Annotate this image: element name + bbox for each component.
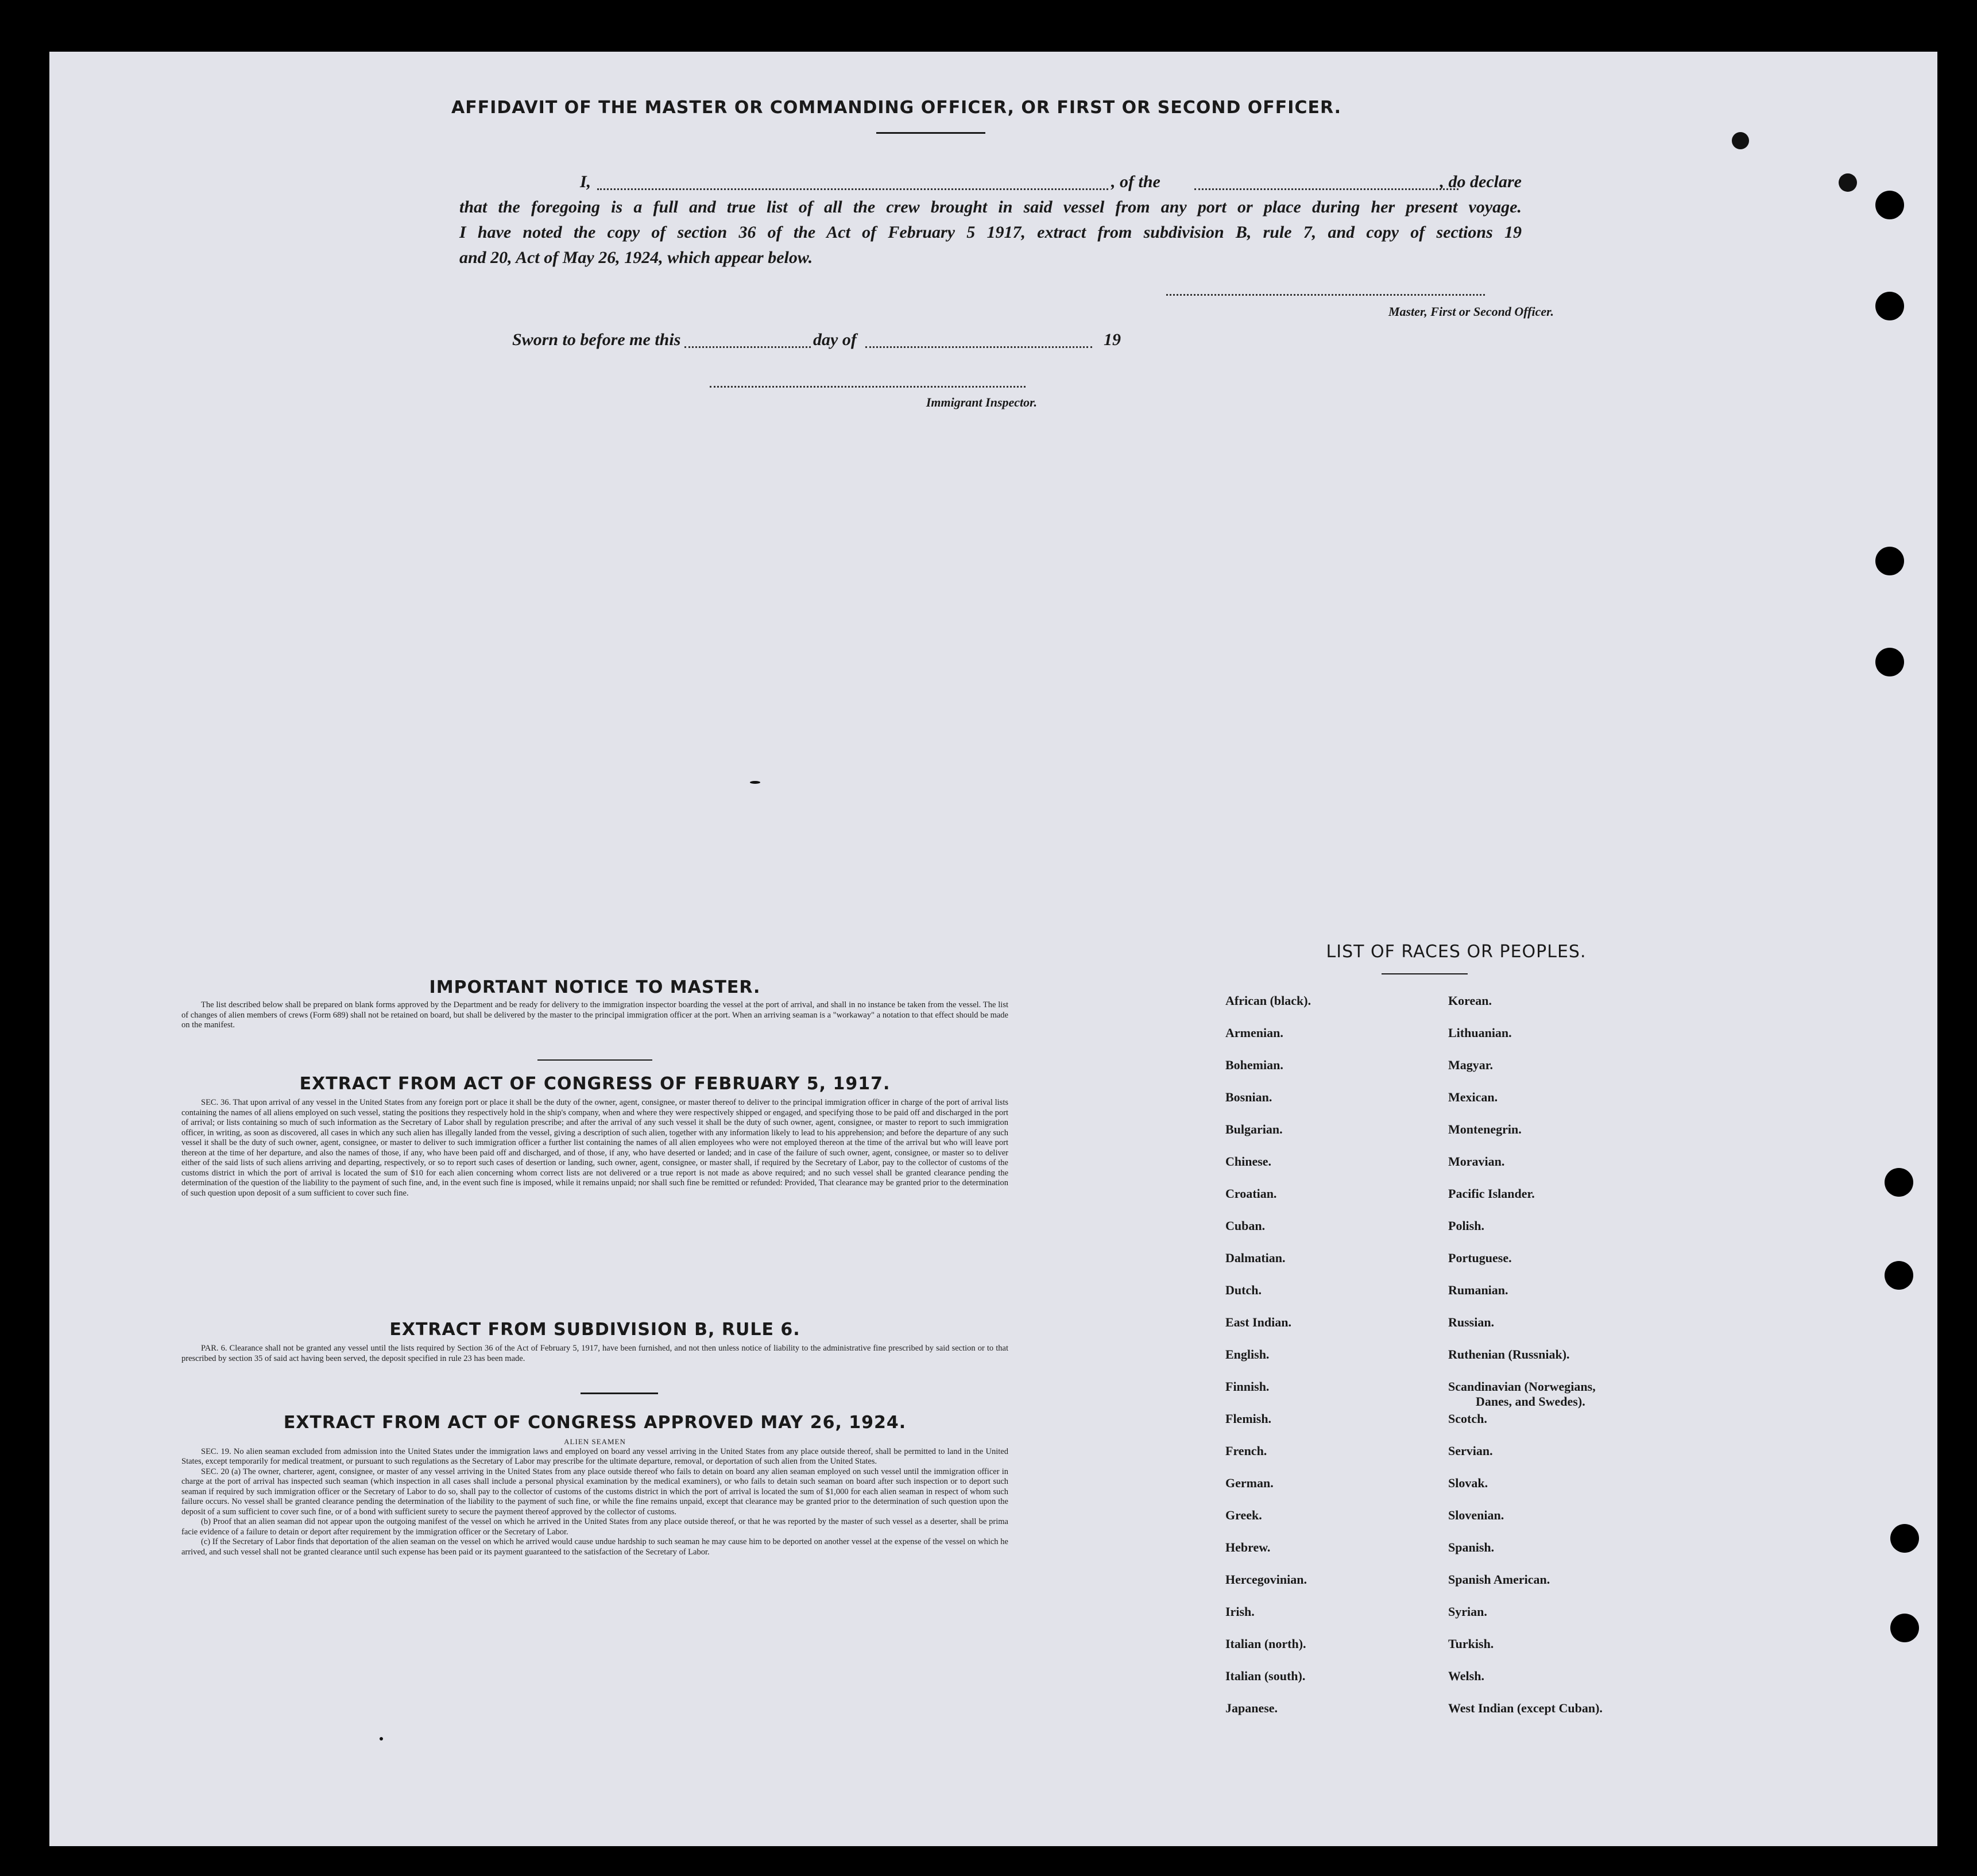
divider	[537, 1059, 652, 1061]
race-item: Portuguese.	[1448, 1251, 1512, 1265]
sworn-year: 19	[1104, 330, 1121, 349]
punch-hole	[1885, 1261, 1913, 1290]
punch-hole	[1875, 191, 1904, 219]
sworn-day-fill[interactable]	[684, 346, 811, 348]
race-item: Turkish.	[1448, 1637, 1494, 1651]
race-item: Magyar.	[1448, 1058, 1494, 1072]
scan-speck	[1839, 173, 1857, 192]
race-item: Dutch.	[1225, 1283, 1262, 1297]
inspector-label: Immigrant Inspector.	[926, 395, 1037, 409]
race-item: Chinese.	[1225, 1154, 1272, 1169]
race-item: Hercegovinian.	[1225, 1572, 1307, 1587]
race-item: Japanese.	[1225, 1701, 1278, 1715]
sworn-line	[512, 330, 1201, 353]
race-item: Scandinavian (Norwegians,	[1448, 1379, 1596, 1394]
race-item: Irish.	[1225, 1604, 1255, 1619]
notice-text: The list described below shall be prepared on blank forms approved by the Department and be ready for delivery to the immigration inspector boarding the vessel at the port of arrival, and shall in no instance be taken from the vessel. The list of changes of alien members of crews (Form 689) shall not be retained on board, but shall be delivered by the master to the principal immigration officer at the port. When an arriving seaman is a "workaway" a notation to that effect should be made on the manifest.	[181, 1000, 1008, 1030]
race-item: Hebrew.	[1225, 1540, 1271, 1554]
notice-title: IMPORTANT NOTICE TO MASTER.	[429, 977, 761, 997]
race-item: Moravian.	[1448, 1154, 1505, 1169]
extract-rule6-text: PAR. 6. Clearance shall not be granted any vessel until the lists required by Section 36 of the Act of February 5, 1917, have been furnished, and not then unless notice of liability to the administrative fine prescribed by said section or to that prescribed by section 35 of said act having been served, the deposit specified in rule 23 has been made.	[181, 1344, 1008, 1363]
punch-hole	[1885, 1168, 1913, 1197]
scan-speck	[750, 781, 760, 784]
race-item: East Indian.	[1225, 1315, 1291, 1329]
sworn-day-of: day of	[813, 330, 857, 349]
sec-20b-paragraph: (b) Proof that an alien seaman did not appear upon the outgoing manifest of the vessel on which he arrived in the United States from any place outside thereof, or that he was reported by the master of such vessel as a deserter, shall be prima facie evidence of a failure to detain or deport after requirement by the immigration officer or the Secretary of Labor.	[181, 1517, 1008, 1537]
race-item: Armenian.	[1225, 1026, 1283, 1040]
name-fill-line[interactable]	[597, 188, 1108, 190]
race-item: African (black).	[1225, 993, 1311, 1008]
inspector-signature-line[interactable]	[710, 386, 1026, 388]
punch-hole	[1890, 1614, 1919, 1642]
race-item: Rumanian.	[1448, 1283, 1508, 1297]
race-item: Slovak.	[1448, 1476, 1488, 1490]
race-item: Spanish American.	[1448, 1572, 1550, 1587]
race-item: Italian (south).	[1225, 1669, 1306, 1683]
divider	[581, 1393, 658, 1394]
race-item: Spanish.	[1448, 1540, 1495, 1554]
race-item: Bosnian.	[1225, 1090, 1272, 1104]
extract-1917-title: EXTRACT FROM ACT OF CONGRESS OF FEBRUARY 5, 1917.	[299, 1074, 891, 1094]
extract-1917-text: SEC. 36. That upon arrival of any vessel in the United States from any foreign port or place it shall be the duty of the owner, agent, consignee, or master thereof to deliver to the principal immigration officer in charge of the port of arrival lists containing the names of all aliens employed on such vessel, stating the positions they respectively hold in the ship's company, when and where they were respectively shipped or engaged, and specifying those to be paid off and discharged in the port of arrival; or lists containing so much of such information as the Secretary of Labor shall by regulation prescribe; and after the arrival of any such vessel it shall be the duty of such owner, agent, consignee, or master to report to such immigration officer, in writing, as soon as discovered, all cases in which any such alien has illegally landed from the vessel, giving a description of such alien, together with any information likely to lead to his apprehension; and before the departure of any such vessel it shall be the duty of such owner, agent, consignee, or master to deliver to such immigration officer a further list containing the names of all alien employees who were not employed thereon at the time of the arrival but who will leave port thereon at the time of her departure, and also the names of those, if any, who have been paid off and discharged, and of those, if any, who have deserted or landed; and in case of the failure of such owner, agent, consignee, or master so to deliver either of the said lists of such aliens arriving and departing, respectively, or so to report such cases of desertion or landing, such owner, agent, consignee, or master shall, if required by the Secretary of Labor, pay to the collector of customs of the customs district in which the port of arrival is located the sum of $10 for each alien concerning whom correct lists are not delivered or a true report is not made as above required; and no such vessel shall be granted clearance pending the determination of the question of the liability to the payment of such fine, and, in the event such fine is imposed, while it remains unpaid; nor shall such fine be remitted or refunded: Provided, That clearance may be granted prior to the determination of such question upon deposit of a sum sufficient to cover such fine.	[181, 1098, 1008, 1198]
race-item: Cuban.	[1225, 1219, 1266, 1233]
race-item: German.	[1225, 1476, 1274, 1490]
punch-hole	[1875, 648, 1904, 676]
race-item: Scotch.	[1448, 1411, 1487, 1426]
races-title: LIST OF RACES OR PEOPLES.	[1326, 942, 1587, 962]
race-item: West Indian (except Cuban).	[1448, 1701, 1603, 1715]
sec-19-paragraph: SEC. 19. No alien seaman excluded from admission into the United States under the immigration laws and employed on board any vessel arriving in the United States from any place outside thereof, shall be permitted to land in the United States, except temporarily for medical treatment, or pursuant to such regulations as the Secretary of Labor may prescribe for the ultimate departure, removal, or deportation of such alien from the United States.	[181, 1446, 1008, 1466]
vessel-fill-line[interactable]	[1194, 188, 1458, 190]
race-item: Pacific Islander.	[1448, 1186, 1535, 1201]
master-signature-line[interactable]	[1166, 294, 1485, 296]
race-item-continuation: Danes, and Swedes).	[1476, 1394, 1585, 1409]
race-item: English.	[1225, 1347, 1270, 1361]
scan-speck	[380, 1737, 383, 1740]
race-item: Syrian.	[1448, 1604, 1487, 1619]
title-underline	[876, 132, 985, 134]
race-item: Croatian.	[1225, 1186, 1277, 1201]
extract-1924-text	[181, 1437, 1008, 1557]
punch-hole	[1875, 547, 1904, 575]
race-item: Bohemian.	[1225, 1058, 1283, 1072]
declaration-i-label: I,	[580, 172, 591, 191]
race-item: Russian.	[1448, 1315, 1495, 1329]
race-item: Italian (north).	[1225, 1637, 1306, 1651]
race-item: Dalmatian.	[1225, 1251, 1286, 1265]
race-item: Greek.	[1225, 1508, 1262, 1522]
declaration-line-4: and 20, Act of May 26, 1924, which appear below.	[459, 248, 813, 267]
divider	[1382, 973, 1468, 974]
race-item: Polish.	[1448, 1219, 1484, 1233]
race-item: French.	[1225, 1444, 1267, 1458]
race-item: Montenegrin.	[1448, 1122, 1522, 1136]
race-item: Korean.	[1448, 993, 1492, 1008]
race-item: Flemish.	[1225, 1411, 1272, 1426]
punch-hole	[1875, 292, 1904, 320]
declaration-line-1	[459, 172, 1522, 195]
race-item: Finnish.	[1225, 1379, 1270, 1394]
punch-hole	[1890, 1524, 1919, 1553]
race-item: Mexican.	[1448, 1090, 1498, 1104]
race-item: Bulgarian.	[1225, 1122, 1283, 1136]
sworn-prefix: Sworn to before me this	[512, 330, 681, 349]
race-item: Slovenian.	[1448, 1508, 1504, 1522]
sworn-month-fill[interactable]	[865, 346, 1092, 348]
extract-1924-title: EXTRACT FROM ACT OF CONGRESS APPROVED MAY 26, 1924.	[283, 1413, 907, 1433]
scan-speck	[1732, 132, 1749, 149]
sec-20a-paragraph: SEC. 20 (a) The owner, charterer, agent, consignee, or master of any vessel arriving in the United States from any place outside thereof who fails to detain on board any alien seaman employed on such vessel until the immigration officer in charge at the port of arrival has inspected such seaman (which inspection in all cases shall include a personal physical examination by the medical examiners), or who fails to detain such seaman on board after such inspection or to deport such seaman if required by such immigration officer or the Secretary of Labor to do so, shall pay to the collector of customs of the customs district in which the port of arrival is located the sum of $1,000 for each alien seaman in respect of whom such failure occurs. No vessel shall be granted clearance pending the determination of the liability to the payment of such fine, or while the fine remains unpaid, except that clearance may be granted prior to the determination of such question upon the deposit of a sum sufficient to cover such fine, or of a bond with sufficient surety to secure the payment thereof approved by the collector of customs.	[181, 1467, 1008, 1517]
master-signature-label: Master, First or Second Officer.	[1388, 304, 1554, 319]
declaration-of-the: , of the	[1111, 172, 1160, 191]
race-item: Lithuanian.	[1448, 1026, 1512, 1040]
affidavit-title: AFFIDAVIT OF THE MASTER OR COMMANDING OFFICER, OR FIRST OR SECOND OFFICER.	[451, 98, 1342, 118]
sec-20c-paragraph: (c) If the Secretary of Labor finds that deportation of the alien seaman on the vessel on which he arrived would cause undue hardship to such seaman he may cause him to be deported on another vessel at the expense of the vessel on which he arrived, and such vessel shall not be granted clearance until such expense has been paid or its payment guaranteed to the satisfaction of the Secretary of Labor.	[181, 1537, 1008, 1557]
race-item: Ruthenian (Russniak).	[1448, 1347, 1570, 1361]
extract-rule6-title: EXTRACT FROM SUBDIVISION B, RULE 6.	[389, 1320, 800, 1340]
alien-seamen-subhead: ALIEN SEAMEN	[564, 1437, 626, 1446]
race-item: Servian.	[1448, 1444, 1493, 1458]
race-item: Welsh.	[1448, 1669, 1484, 1683]
declaration-line-3: I have noted the copy of section 36 of the Act of February 5 1917, extract from subdivision B, rule 7, and copy of sections 19	[459, 223, 1522, 242]
document-page	[49, 52, 1937, 1846]
declaration-line-2: that the foregoing is a full and true list of all the crew brought in said vessel from any port or place during her present voyage.	[459, 198, 1522, 216]
declaration-do-declare: , do declare	[1440, 172, 1522, 191]
